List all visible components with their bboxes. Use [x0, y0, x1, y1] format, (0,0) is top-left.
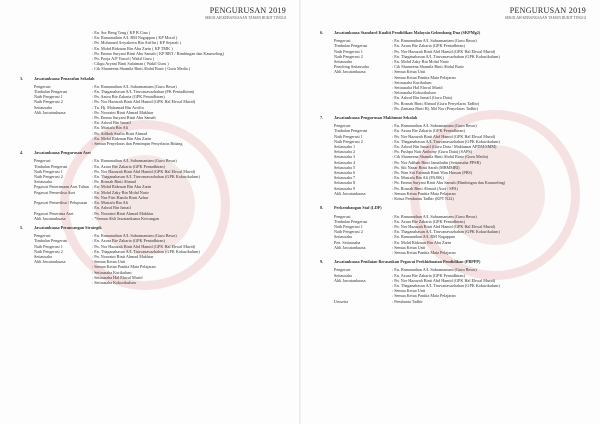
committee-member: : En. Azura Bte Zakaria (GPK Pentadbiran) [392, 128, 465, 134]
committee-row [34, 216, 288, 221]
committee-member: : Pn. Emma Suryani Binti Abu Samah [92, 115, 156, 121]
committee-member: : En. Ashraf Bin Ismail (Guru Data) [392, 95, 453, 101]
committee-role: Ahli Jawatankuasa [334, 69, 366, 75]
committee-section [320, 115, 588, 202]
section-number: 7. [320, 115, 324, 121]
member-name: : Pn. Pooja A/P Yasod ( Wakil Guru ) [92, 56, 155, 62]
committee-section [20, 75, 288, 147]
committee-role: Setiausaha [334, 272, 352, 278]
committee-member: : Pn. Nooraini Binti Ahmad Makhtar [92, 109, 154, 115]
committee-role: Naib Pengerusi 1 [334, 223, 363, 229]
section-number: 8. [320, 205, 324, 211]
committee-role: Pengerusi [34, 233, 51, 239]
committee-role: Naib Pengerusi 2 [334, 138, 363, 144]
committee-member-list [34, 30, 288, 72]
committee-member: : Semua Ketua Unit [392, 69, 426, 75]
page-header-right [505, 6, 586, 20]
committee-member: : Pn. Nor Hazazah Binti Abd Hamid (GPK Hal Ehwal Murid) [392, 277, 496, 283]
committee-member: : Pn. Zaniana Binti Hj. Md Nor (Penyelaras Tadbir) [392, 105, 479, 111]
member-name: : Pn. Emma Suryani Binti Abu Samah ( KP RBT / Bimbingan dan Kaunseling) [92, 50, 224, 56]
committee-role [34, 280, 92, 285]
committee-member: : En. Ramanathan A/L Subramaniam (Guru Besar) [392, 213, 477, 219]
section-title [320, 205, 588, 211]
committee-member: : Pn. Nooraini Binti Ahmad Makhtar [92, 253, 154, 259]
committee-role: Ahli Jawatankuasa [334, 277, 366, 283]
committee-row [334, 106, 588, 111]
committee-member: : En. Ashraf Bin Ismail [92, 120, 131, 126]
committee-role: Naib Pengerusi 1 [34, 94, 63, 100]
committee-member: : Semua Ketua Unit [392, 244, 426, 250]
committee-member: : En. Ashraf Bin Ismail [92, 205, 131, 211]
committee-member: : Setiausaha Hal Ehwal Murid [392, 85, 443, 91]
committee-member: : En. Ramanathan A/L RM Nagappan [392, 234, 455, 240]
committee-member: : Pn. Pushpa Nair Anthony (Guru Data) (SAPS) [392, 149, 473, 155]
committee-role: Timbalan Pengerusi [34, 163, 68, 169]
committee-section [320, 30, 588, 111]
committee-role: Setiausaha 2 [334, 149, 356, 155]
committee-member: : Cik Shameena Shamila Binti Abdul Basir (Guru Media) [392, 154, 489, 160]
committee-role: Setiausaha [334, 234, 352, 240]
committee-role: Pen. Setiausaha [334, 239, 361, 245]
committee-member: : Pn. Siti Nazar Binti Sarah (MBMMBI) [392, 164, 460, 170]
committee-role: Penolong Setiausaha [334, 64, 369, 70]
committee-member: : Semua Ketua Panitia Mata Pelajaran [392, 249, 456, 255]
committee-role: Ahli Jawatankuasa [34, 259, 66, 265]
committee-role: Setiausaha [34, 179, 52, 185]
committee-role [334, 106, 392, 111]
section-number: 3. [20, 75, 24, 81]
committee-row [34, 280, 288, 285]
committee-member: : Semua Ketua Panitia Mata Pelajaran [392, 74, 456, 80]
section-title [320, 259, 588, 265]
section-title-text: Jawatankuasa Standard Kualiti Pendidikan Malaysia Gelombang Dua (SKPMg2) [334, 30, 481, 35]
committee-role: Naib Pengerusi 1 [334, 133, 363, 139]
committee-role: Setiausaha [34, 253, 52, 259]
committee-member: : Semua Penyelaras dan Pemimpin Penyelaras Bidang [92, 141, 183, 147]
committee-row [334, 250, 588, 255]
section-title [20, 150, 288, 156]
committee-section [20, 224, 288, 285]
committee-member: : Setiausaha Kurikulum [392, 79, 432, 85]
committee-member: : En. Mustafa Bin Ali (PAJSK) [392, 175, 444, 181]
committee-member: : Pn. Adibah Azalia Binti Ahmad [92, 130, 148, 136]
committee-role: Timbalan Pengerusi [334, 218, 368, 224]
section-number: 9. [320, 259, 324, 265]
section-title [320, 30, 588, 35]
committee-role: Setiausaha 4 [334, 159, 356, 165]
committee-role: Setiausaha 6 [334, 170, 356, 176]
committee-role: Setiausaha 7 [334, 175, 356, 181]
section-title-text: Jawatankuasa Penilaian Berasaskan Pegawai Perkhidmatan Pendidikan (PBPPP) [334, 259, 481, 265]
committee-member: : En. Thaganahasan A/L Tiruvanavazhahan (GPK Kokurikulum) [92, 248, 200, 254]
header-subtitle: SEKOLAH KEBANGSAAN TAMAN BUKIT TINGGI [504, 16, 586, 20]
committee-role: Ahli Jawatankuasa [334, 190, 366, 196]
committee-role [34, 141, 92, 146]
committee-row [334, 196, 588, 201]
committee-member: : En. Mohd Ridzuan Bin Abu Zarin [92, 184, 152, 190]
committee-member: : Semua Ketua Panitia Mata Pelajaran [92, 264, 156, 270]
section-number: 4. [20, 150, 24, 156]
committee-role: Ahli Jawatankuasa [34, 109, 66, 115]
committee-member: : Pn. Nor Hazazah Binti Abd Hamid (GPK Hal Ehwal Murid) [392, 223, 496, 229]
committee-role: Pengerusi [34, 83, 51, 89]
section-title [20, 75, 288, 81]
committee-role: Pegawai Penerimaan Aset Tahun [34, 184, 89, 190]
committee-role: Setiausaha [334, 59, 352, 65]
committee-member: : En. Mohd Ridzuan Bin Abu Zarin [392, 239, 452, 245]
right-content [320, 30, 588, 308]
right-page [300, 0, 600, 424]
committee-member: : En. Mohd Zaky Bin Mohd Nasir [392, 59, 449, 65]
committee-member: : Pn. Wan Siti Fatimah Binti Wan Hassan (PBS) [392, 170, 473, 176]
section-title-text: Jawatankuasa Pengurusan Aset [34, 150, 91, 156]
committee-role: Setiausaha 8 [334, 180, 356, 186]
committee-member: : Semua Ketua Panitia Mata Pelajaran [392, 293, 456, 299]
committee-member: : Semua Ketua Unit [92, 259, 126, 265]
committee-role [334, 196, 392, 201]
committee-member: : En. Mohd Ridzuan Bin Abu Zarin [92, 135, 152, 141]
section-title-text: Perkembangan Staf (LDP) [334, 205, 382, 211]
committee-member: : En. Azura Bte Zakaria (GPK Pentadbiran) [92, 163, 165, 169]
committee-role: Naib Pengerusi 1 [34, 168, 63, 174]
committee-member: : En. Thaganahasan A/L Tiruvanavazhahan (GPK Kokurikulum) [392, 229, 500, 235]
committee-member: : En. Mohd Zaky Bin Mohd Nasir [92, 189, 149, 195]
committee-member: : Pn. Nur Fitri Hanila Binti Azhar [92, 194, 149, 200]
committee-role: Timbalan Pengerusi [334, 43, 368, 49]
committee-section [320, 259, 588, 304]
committee-role: Ahli Jawatankuasa [34, 215, 66, 221]
committee-role: Pengerusi [334, 213, 351, 219]
committee-role: Pegawai Pemeriksa Aset [34, 189, 76, 195]
member-name: : En. Ramanathan A/L RM Nagappan ( KP Moral ) [92, 35, 178, 41]
committee-role: Naib Pengerusi 1 [34, 243, 63, 249]
committee-role: Naib Pengerusi 1 [334, 48, 363, 54]
member-name: : Pn. Mohamed Ariyakerin Bin Ariffin ( KP Sejarah ) [92, 40, 181, 46]
committee-member: : En. Ramanathan A/L Subramaniam (Guru Besar) [92, 233, 177, 239]
committee-member: : Pn. Nooraini Binti Ahmad Makhtar [92, 210, 154, 216]
header-title: PENGURUSAN 2019 [509, 6, 586, 15]
section-title-text: Jawatankuasa Pengurusan Maklumat Sekolah [334, 115, 418, 121]
committee-role: Setiausaha [34, 104, 52, 110]
section-title [20, 224, 288, 230]
committee-role: Naib Pengerusi 2 [334, 229, 363, 235]
committee-section [20, 150, 288, 221]
header-subtitle: SEKOLAH KEBANGSAAN TAMAN BUKIT TINGGI [204, 16, 286, 20]
committee-row [34, 141, 288, 146]
committee-member: : Tn. Hj. Mohamad Bin Arrifin [92, 104, 144, 110]
page-header-left [205, 6, 286, 20]
committee-row [334, 299, 588, 304]
committee-role: Setiausaha 5 [334, 164, 356, 170]
member-name: : Cik Shameena Shamila Binti Abdul Basir ( Guru Media ) [92, 66, 191, 72]
committee-member: : Setiausaha Kokurikulum [392, 90, 436, 96]
committee-member: : Pn. Emma Suryani Binti Abu Samah (Bimbingan dan Kaunseling) [392, 180, 506, 186]
committee-member: : En. Thaganahasan A/L Tiruvanavazhahan (PK Pentadbiran) [92, 89, 195, 95]
committee-role: Timbalan Pengerusi [34, 89, 68, 95]
committee-member: : Semua Ketua Unit [392, 288, 426, 294]
committee-member: : Pn. Rosnah Binti Ahmad (Guru Penyelaras Tadbir) [392, 100, 480, 106]
committee-member: : En. Azura Bte Zakaria (GPK Pentadbiran) [92, 238, 165, 244]
committee-role: Timbalan Pengerusi [334, 128, 368, 134]
member-row [34, 66, 288, 71]
committee-member: : Ketua Pembantu Tadbir (KPT N22) [392, 196, 454, 202]
committee-member: : Pn. Nor Hazazah Binti Abd Hamid (GPK Hal Ehwal Murid) [92, 99, 196, 105]
committee-member: : Pn. Rosnah Binti Ahmad (Aset / SPA) [392, 185, 458, 191]
committee-role: Timbalan Pengerusi [34, 238, 68, 244]
committee-role: Ahli Jawatankuasa [334, 244, 366, 250]
committee-role: Pegawai Penerima Aset [34, 210, 74, 216]
committee-member: : Pn. Rosnah Binti Ahmad [92, 179, 136, 185]
committee-member: : En. Ramanathan A/L Subramaniam (Guru Besar) [92, 83, 177, 89]
committee-member: : En. Ramanathan A/L Subramaniam (Guru Besar) [392, 267, 477, 273]
member-name: : En. Sor Beng Tong ( KP B.Cina ) [92, 30, 151, 35]
committee-member: : Cik Shameena Shamila Binti Abdul Basir [392, 64, 464, 70]
committee-member: : En. Azura Bte Zakaria (GPK Pentadbiran) [392, 218, 465, 224]
committee-role: Pengerusi [334, 38, 351, 44]
committee-member: : Setiausaha Kokurikulum [92, 279, 136, 285]
member-name: : En. Mohd Ridzuan Bin Abu Zarin ( KP TMK ) [92, 45, 173, 51]
committee-role: Urusetia [334, 298, 349, 304]
committee-role: Naib Pengerusi 2 [334, 53, 363, 59]
committee-role: Setiausaha 3 [334, 154, 356, 160]
committee-member: : Semua Ketua Panitia Mata Pelajaran [392, 190, 456, 196]
committee-member: : En. Ashraf Bin Ismail (Guru Data / Maklumat APDM/SMM) [392, 144, 497, 150]
committee-member: : En. Ramanathan A/L Subramaniam (Guru Besar) [92, 158, 177, 164]
committee-member: : Pn. Nor Adibah Binti Jamaludin (Setiausaha PPSR) [392, 159, 481, 165]
committee-member: : *Semua Ahli Jawatankuasa Kewangan [92, 215, 159, 221]
committee-role: Pegawai Pemeriksa / Pelupusan [34, 200, 88, 206]
committee-member: : Pn. Nor Hazazah Binti Abd Hamid (GPK Hal Ehwal Murid) [392, 48, 496, 54]
committee-member: : En. Azura Bte Zakaria (GPK Pentadbiran) [392, 43, 465, 49]
committee-role: Naib Pengerusi 2 [34, 174, 63, 180]
committee-role: Naib Pengerusi 2 [34, 248, 63, 254]
committee-member: : En. Thaganahasan A/L Tiruvanavazhahan (GPK Kokurikulum) [392, 138, 500, 144]
committee-role: Pengerusi [34, 158, 51, 164]
section-number: 5. [20, 224, 24, 230]
committee-role: Naib Pengerusi 2 [34, 99, 63, 105]
committee-member: : Pn. Nor Hazazah Binti Abd Hamid (GPK Hal Ehwal Murid) [92, 243, 196, 249]
committee-member: : En. Mustafa Bin Ali [92, 200, 128, 206]
committee-member: : En. Thaganahasan A/L Tiruvanavazhahan (GPK Kokurikulum) [392, 53, 500, 59]
section-title-text: Jawatankuasa Penarafan Sekolah [34, 75, 95, 81]
section-title-text: Jawatankuasa Perancangan Strategik [34, 224, 102, 230]
committee-member: : En. Ramanathan A/L Subramaniam (Guru Besar) [392, 123, 477, 129]
committee-member: : En. Thaganahasan A/L Tiruvanavazhahan (GPK Kokurikulum) [392, 282, 500, 288]
committee-member: : Pn. Nor Hazazah Binti Abd Hamid (GPK Hal Ehwal Murid) [92, 168, 196, 174]
section-title [320, 115, 588, 121]
committee-member: : Setiausaha Kurikulum [92, 269, 132, 275]
committee-role: Setiausaha 9 [334, 185, 356, 191]
committee-member: : Setiausaha Hal Ehwal Murid [92, 274, 143, 280]
committee-role [334, 250, 392, 255]
left-content [20, 30, 288, 289]
committee-member: : En. Azura Bte Zakaria (GPK Pentadbiran) [392, 272, 465, 278]
committee-member: : En. Mustafa Bin Ali [92, 125, 128, 131]
committee-section [320, 205, 588, 255]
committee-member: : En. Ramanathan A/L Subramaniam (Guru Besar) [392, 38, 477, 44]
member-name: : Cikgu Aryani Binti Sulaiman ( Wakil Guru ) [92, 61, 169, 67]
section-number: 6. [320, 30, 324, 35]
committee-role: Setiausaha 1 [334, 144, 356, 150]
committee-member: : En. Thaganahasan A/L Tiruvanavazhahan (GPK Kokurikulum) [92, 174, 200, 180]
committee-member: : Pembantu Tadbir [392, 298, 423, 304]
header-title: PENGURUSAN 2019 [209, 6, 286, 15]
committee-member: : Pn. Azura Bte Zakaria (GPK Pentadbiran) [92, 94, 165, 100]
committee-role: Pengerusi [334, 123, 351, 129]
committee-member: : Pn. Nor Hazazah Binti Abd Hamid (GPK Hal Ehwal Murid) [392, 133, 496, 139]
committee-role: Pengerusi [334, 267, 351, 273]
